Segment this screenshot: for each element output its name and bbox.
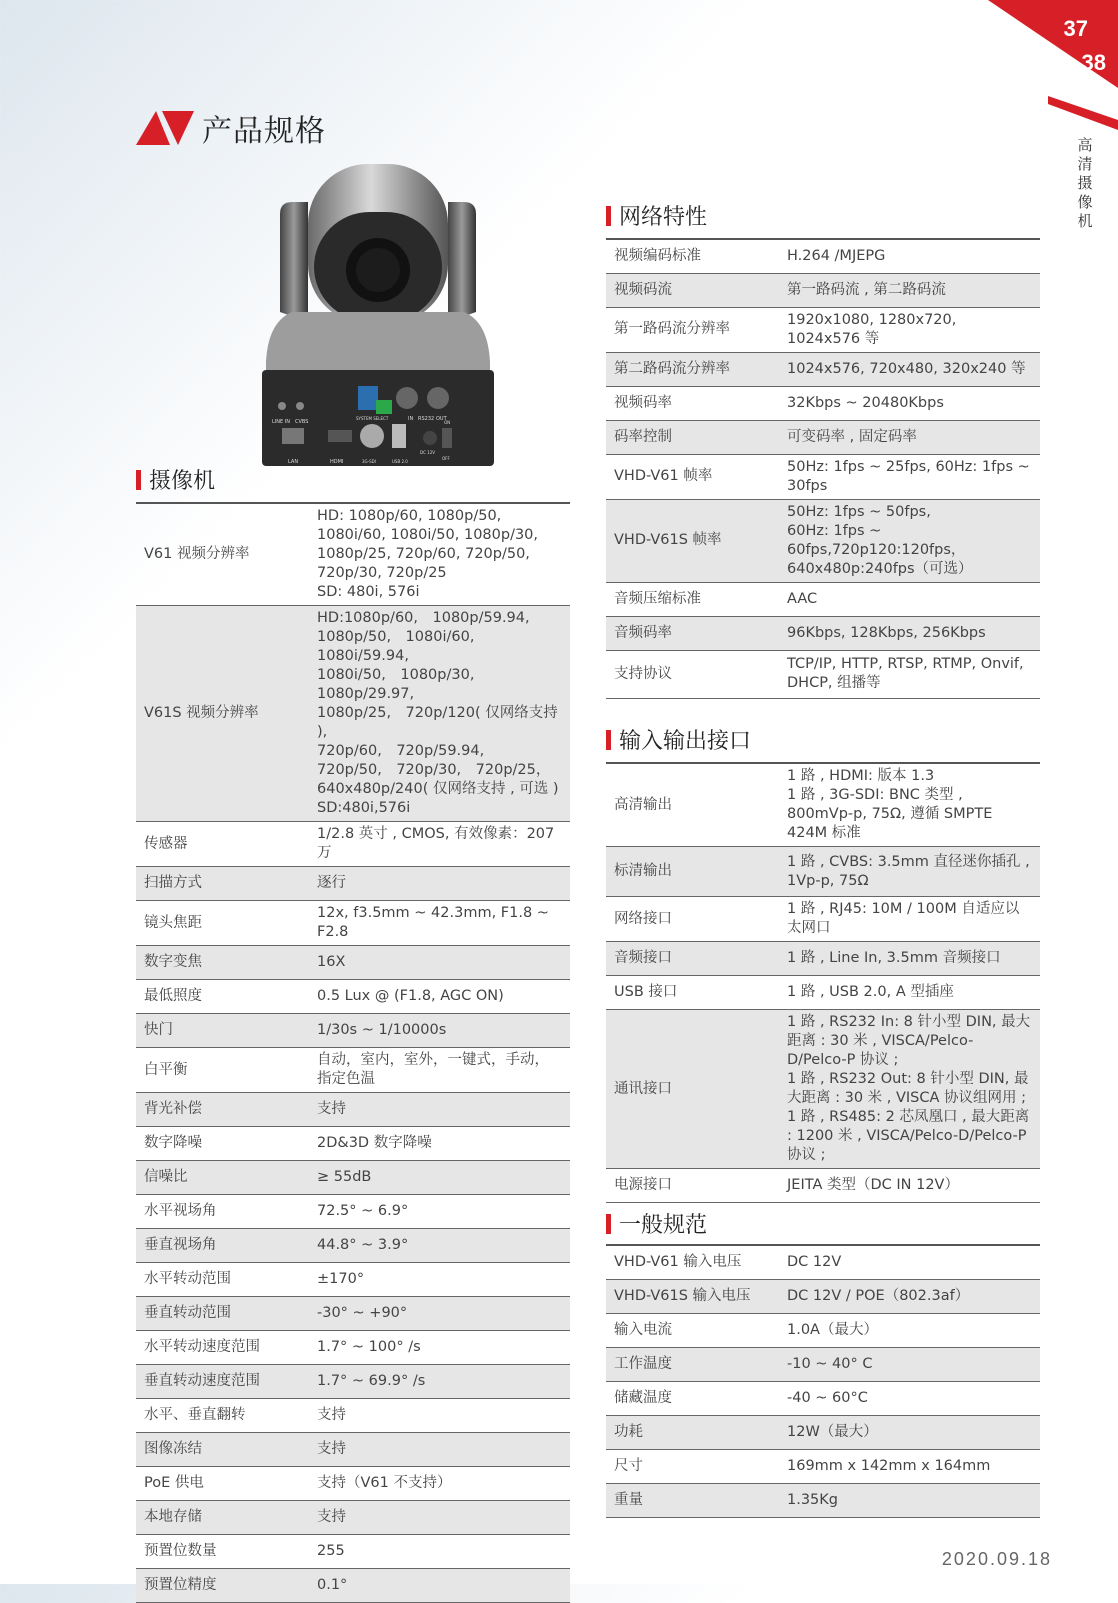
spec-label: 水平视场角 bbox=[136, 1195, 309, 1229]
section-title-text: 一般规范 bbox=[619, 1213, 708, 1238]
network-spec-table bbox=[606, 238, 1040, 699]
spec-value: 可变码率 , 固定码率 bbox=[779, 420, 1040, 454]
table-row bbox=[136, 980, 570, 1014]
spec-label: 网络接口 bbox=[606, 897, 779, 942]
table-row bbox=[606, 352, 1040, 386]
spec-label: 水平转动速度范围 bbox=[136, 1331, 309, 1365]
spec-value: 支持 bbox=[309, 1093, 570, 1127]
table-row bbox=[606, 763, 1040, 847]
camera-spec-table bbox=[136, 502, 570, 1603]
table-row bbox=[136, 1569, 570, 1603]
table-row bbox=[606, 1449, 1040, 1483]
spec-label: 本地存储 bbox=[136, 1501, 309, 1535]
spec-label: 最低照度 bbox=[136, 980, 309, 1014]
section-marker bbox=[606, 206, 611, 226]
spec-label: 输入电流 bbox=[606, 1313, 779, 1347]
spec-value: 96Kbps, 128Kbps, 256Kbps bbox=[779, 616, 1040, 650]
port-label: IN bbox=[408, 416, 414, 422]
port-label: OFF bbox=[442, 456, 450, 461]
spec-value: 1 路 , RJ45: 10M / 100M 自适应以太网口 bbox=[779, 897, 1040, 942]
spec-label: VHD-V61 输入电压 bbox=[606, 1245, 779, 1279]
publish-date: 2020.09.18 bbox=[941, 1549, 1052, 1569]
table-row bbox=[606, 1245, 1040, 1279]
spec-value: 1/2.8 英寸 , CMOS, 有效像素：207 万 bbox=[309, 822, 570, 867]
spec-value: 1920x1080, 1280x720, 1024x576 等 bbox=[779, 307, 1040, 352]
spec-label: 通讯接口 bbox=[606, 1010, 779, 1169]
table-row bbox=[136, 1501, 570, 1535]
spec-value: 169mm x 142mm x 164mm bbox=[779, 1449, 1040, 1483]
spec-value: ±170° bbox=[309, 1263, 570, 1297]
table-row bbox=[606, 1415, 1040, 1449]
spec-label: 水平转动范围 bbox=[136, 1263, 309, 1297]
spec-label: 视频码率 bbox=[606, 386, 779, 420]
table-row bbox=[606, 307, 1040, 352]
table-row bbox=[136, 1365, 570, 1399]
spec-value: 1 路 , CVBS: 3.5mm 直径迷你插孔 , 1Vp-p, 75Ω bbox=[779, 847, 1040, 897]
spec-value: 44.8° ~ 3.9° bbox=[309, 1229, 570, 1263]
camera-product-image bbox=[262, 162, 494, 468]
table-row bbox=[606, 1313, 1040, 1347]
table-row bbox=[136, 1467, 570, 1501]
spec-value: 逐行 bbox=[309, 867, 570, 901]
spec-label: 第二路码流分辨率 bbox=[606, 352, 779, 386]
spec-label: 标清输出 bbox=[606, 847, 779, 897]
table-row bbox=[606, 942, 1040, 976]
spec-value: TCP/IP, HTTP, RTSP, RTMP, Onvif, DHCP, 组播等 bbox=[779, 650, 1040, 698]
spec-value: 第一路码流 , 第二路码流 bbox=[779, 273, 1040, 307]
table-row bbox=[606, 650, 1040, 698]
spec-label: 垂直转动速度范围 bbox=[136, 1365, 309, 1399]
table-row bbox=[136, 1399, 570, 1433]
table-row bbox=[136, 1048, 570, 1093]
table-row bbox=[136, 1433, 570, 1467]
spec-value: 12W（最大） bbox=[779, 1415, 1040, 1449]
spec-label: VHD-V61S 输入电压 bbox=[606, 1279, 779, 1313]
table-row bbox=[136, 1014, 570, 1048]
spec-label: 数字变焦 bbox=[136, 946, 309, 980]
spec-value: AAC bbox=[779, 582, 1040, 616]
spec-label: 视频码流 bbox=[606, 273, 779, 307]
table-row bbox=[606, 239, 1040, 273]
spec-label: 扫描方式 bbox=[136, 867, 309, 901]
side-char: 像 bbox=[1077, 193, 1093, 211]
table-row bbox=[606, 1279, 1040, 1313]
spec-value: 支持 bbox=[309, 1433, 570, 1467]
spec-label: V61 视频分辨率 bbox=[136, 503, 309, 606]
spec-label: 码率控制 bbox=[606, 420, 779, 454]
spec-label: 白平衡 bbox=[136, 1048, 309, 1093]
table-row bbox=[606, 897, 1040, 942]
spec-label: 工作温度 bbox=[606, 1347, 779, 1381]
spec-value: 255 bbox=[309, 1535, 570, 1569]
spec-value: 1.7° ~ 69.9° /s bbox=[309, 1365, 570, 1399]
spec-value: 2D&3D 数字降噪 bbox=[309, 1127, 570, 1161]
io-spec-table bbox=[606, 762, 1040, 1203]
section-title-camera bbox=[136, 464, 215, 495]
section-marker bbox=[136, 470, 141, 490]
table-row bbox=[136, 1161, 570, 1195]
port-label: RS232 bbox=[418, 416, 435, 422]
table-row bbox=[136, 1331, 570, 1365]
side-category-label bbox=[1076, 136, 1094, 231]
spec-value: JEITA 类型（DC IN 12V） bbox=[779, 1169, 1040, 1203]
spec-value: DC 12V / POE（802.3af） bbox=[779, 1279, 1040, 1313]
spec-label: 重量 bbox=[606, 1483, 779, 1517]
table-row bbox=[606, 420, 1040, 454]
spec-value: 1 路 , Line In, 3.5mm 音频接口 bbox=[779, 942, 1040, 976]
spec-value: 1.35Kg bbox=[779, 1483, 1040, 1517]
port-label: 3G-SDI bbox=[362, 459, 376, 464]
table-row bbox=[136, 1535, 570, 1569]
spec-label: PoE 供电 bbox=[136, 1467, 309, 1501]
port-label: LINE IN bbox=[272, 419, 290, 425]
spec-label: 支持协议 bbox=[606, 650, 779, 698]
spec-value: HD: 1080p/60, 1080p/50, 1080i/60, 1080i/50, 1080p/30, 1080p/25, 720p/60, 720p/50, 720p/30, 720p/25 SD: 480i, 576i bbox=[309, 503, 570, 606]
spec-label: 垂直视场角 bbox=[136, 1229, 309, 1263]
spec-value: 0.5 Lux @ (F1.8, AGC ON) bbox=[309, 980, 570, 1014]
table-row bbox=[136, 1229, 570, 1263]
table-row bbox=[136, 606, 570, 822]
table-row bbox=[606, 1483, 1040, 1517]
spec-value: 1 路 , USB 2.0, A 型插座 bbox=[779, 976, 1040, 1010]
spec-label: 图像冻结 bbox=[136, 1433, 309, 1467]
table-row bbox=[606, 976, 1040, 1010]
spec-value: -40 ~ 60°C bbox=[779, 1381, 1040, 1415]
port-label: CVBS bbox=[295, 419, 309, 425]
spec-value: 16X bbox=[309, 946, 570, 980]
spec-value: HD:1080p/60, 1080p/59.94, 1080p/50, 1080i/60, 1080i/59.94, 1080i/50, 1080p/30, 1080p/29.97, 1080p/25, 720p/120( 仅网络支持 ), 720p/60, 720p/59.94, 720p/50, 720p/30, 720p/25， 640x480p/240( 仅网络支持 , 可选 ) SD:480i,576i bbox=[309, 606, 570, 822]
port-label: SYSTEM SELECT bbox=[356, 416, 389, 421]
spec-label: 数字降噪 bbox=[136, 1127, 309, 1161]
side-char: 摄 bbox=[1077, 174, 1093, 192]
table-row bbox=[606, 386, 1040, 420]
table-row bbox=[136, 1263, 570, 1297]
spec-label: 背光补偿 bbox=[136, 1093, 309, 1127]
table-row bbox=[606, 454, 1040, 499]
table-row bbox=[136, 901, 570, 946]
table-row bbox=[136, 946, 570, 980]
spec-value: 0.1° bbox=[309, 1569, 570, 1603]
port-label: HDMI bbox=[330, 459, 344, 465]
spec-value: -10 ~ 40° C bbox=[779, 1347, 1040, 1381]
spec-value: 12x, f3.5mm ~ 42.3mm, F1.8 ~ F2.8 bbox=[309, 901, 570, 946]
spec-label: V61S 视频分辨率 bbox=[136, 606, 309, 822]
section-title-network bbox=[606, 200, 707, 231]
port-label: ON bbox=[444, 420, 451, 425]
table-row bbox=[136, 1093, 570, 1127]
spec-label: 预置位数量 bbox=[136, 1535, 309, 1569]
spec-label: 功耗 bbox=[606, 1415, 779, 1449]
table-row bbox=[136, 503, 570, 606]
spec-value: ≥ 55dB bbox=[309, 1161, 570, 1195]
spec-value: 支持 bbox=[309, 1501, 570, 1535]
brand-logo-icon bbox=[136, 111, 194, 145]
spec-label: 垂直转动范围 bbox=[136, 1297, 309, 1331]
spec-label: 视频编码标准 bbox=[606, 239, 779, 273]
spec-label: 音频接口 bbox=[606, 942, 779, 976]
section-title-text: 网络特性 bbox=[619, 205, 708, 230]
table-row bbox=[606, 616, 1040, 650]
section-title-io bbox=[606, 724, 751, 755]
section-marker bbox=[606, 1214, 611, 1234]
table-row bbox=[606, 1010, 1040, 1169]
spec-value: 1.0A（最大） bbox=[779, 1313, 1040, 1347]
spec-label: VHD-V61 帧率 bbox=[606, 454, 779, 499]
spec-label: 第一路码流分辨率 bbox=[606, 307, 779, 352]
section-title-text: 输入输出接口 bbox=[619, 729, 752, 754]
page-number-right: 38 bbox=[1081, 50, 1106, 75]
spec-value: 32Kbps ~ 20480Kbps bbox=[779, 386, 1040, 420]
spec-value: 1 路 , RS232 In: 8 针小型 DIN, 最大距离 : 30 米 , VISCA/Pelco-D/Pelco-P 协议 ; 1 路 , RS232 Out: 8 针小型 DIN, 最大距离 : 30 米 , VISCA 协议组网用 ; 1 路 , RS485: 2 芯凤凰口 , 最大距离 : 1200 米 , VISCA/Pelco-D/Pelco-P 协议 ; bbox=[779, 1010, 1040, 1169]
side-char: 机 bbox=[1077, 212, 1093, 230]
section-marker bbox=[606, 730, 611, 750]
spec-value: 1024x576, 720x480, 320x240 等 bbox=[779, 352, 1040, 386]
table-row bbox=[136, 1297, 570, 1331]
table-row bbox=[136, 867, 570, 901]
spec-label: VHD-V61S 帧率 bbox=[606, 499, 779, 582]
table-row bbox=[606, 1347, 1040, 1381]
spec-value: 自动，室内，室外，一键式，手动，指定色温 bbox=[309, 1048, 570, 1093]
spec-label: 快门 bbox=[136, 1014, 309, 1048]
port-label: OUT bbox=[436, 416, 447, 422]
spec-value: 1/30s ~ 1/10000s bbox=[309, 1014, 570, 1048]
spec-label: 镜头焦距 bbox=[136, 901, 309, 946]
side-char: 高 bbox=[1077, 136, 1093, 154]
spec-value: 72.5° ~ 6.9° bbox=[309, 1195, 570, 1229]
spec-label: 信噪比 bbox=[136, 1161, 309, 1195]
spec-label: 音频压缩标准 bbox=[606, 582, 779, 616]
table-row bbox=[606, 1381, 1040, 1415]
section-title-text: 摄像机 bbox=[149, 469, 216, 494]
spec-label: 高清输出 bbox=[606, 763, 779, 847]
spec-label: 水平、垂直翻转 bbox=[136, 1399, 309, 1433]
spec-value: H.264 /MJEPG bbox=[779, 239, 1040, 273]
table-row bbox=[606, 847, 1040, 897]
spec-value: 50Hz: 1fps ~ 50fps, 60Hz: 1fps ~ 60fps,720p120:120fps， 640x480p:240fps（可选） bbox=[779, 499, 1040, 582]
spec-value: -30° ~ +90° bbox=[309, 1297, 570, 1331]
table-row bbox=[136, 1127, 570, 1161]
port-label: USB 2.0 bbox=[392, 459, 408, 464]
spec-value: 1.7° ~ 100° /s bbox=[309, 1331, 570, 1365]
table-row bbox=[136, 1195, 570, 1229]
spec-label: USB 接口 bbox=[606, 976, 779, 1010]
spec-value: 支持 bbox=[309, 1399, 570, 1433]
spec-value: DC 12V bbox=[779, 1245, 1040, 1279]
spec-label: 音频码率 bbox=[606, 616, 779, 650]
table-row bbox=[136, 822, 570, 867]
page-number-left: 37 bbox=[1063, 16, 1088, 41]
table-row bbox=[606, 1169, 1040, 1203]
spec-label: 预置位精度 bbox=[136, 1569, 309, 1603]
port-label: DC 12V bbox=[420, 450, 435, 455]
spec-label: 尺寸 bbox=[606, 1449, 779, 1483]
spec-value: 支持（V61 不支持） bbox=[309, 1467, 570, 1501]
page-title: 产品规格 bbox=[202, 114, 326, 149]
spec-value: 1 路 , HDMI: 版本 1.3 1 路 , 3G-SDI: BNC 类型 , 800mVp-p, 75Ω, 遵循 SMPTE 424M 标准 bbox=[779, 763, 1040, 847]
port-label: LAN bbox=[288, 459, 299, 465]
general-spec-table bbox=[606, 1244, 1040, 1518]
table-row bbox=[606, 499, 1040, 582]
table-row bbox=[606, 273, 1040, 307]
page-title-block bbox=[136, 106, 326, 150]
spec-label: 传感器 bbox=[136, 822, 309, 867]
spec-value: 50Hz: 1fps ~ 25fps, 60Hz: 1fps ~ 30fps bbox=[779, 454, 1040, 499]
table-row bbox=[606, 582, 1040, 616]
section-title-general bbox=[606, 1208, 707, 1239]
spec-label: 储藏温度 bbox=[606, 1381, 779, 1415]
side-char: 清 bbox=[1077, 155, 1093, 173]
spec-label: 电源接口 bbox=[606, 1169, 779, 1203]
